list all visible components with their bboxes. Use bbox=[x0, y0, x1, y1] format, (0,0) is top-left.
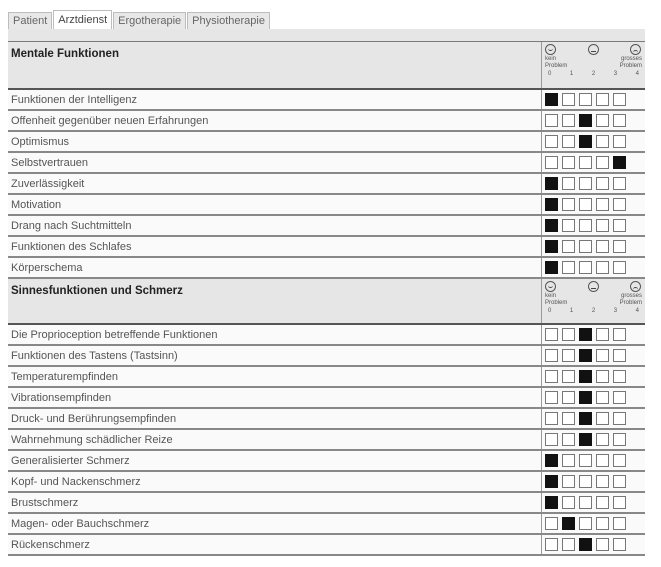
item-label: Druck- und Berührungsempfinden bbox=[8, 408, 542, 429]
rating-checkbox-0[interactable] bbox=[545, 156, 558, 169]
rating-checkbox-3[interactable] bbox=[596, 93, 609, 106]
rating-checkbox-3[interactable] bbox=[596, 114, 609, 127]
rating-checkbox-3[interactable] bbox=[596, 370, 609, 383]
rating-checkbox-2[interactable] bbox=[579, 93, 592, 106]
rating-checkbox-0[interactable] bbox=[545, 135, 558, 148]
item-label: Zuverlässigkeit bbox=[8, 173, 542, 194]
rating-checkbox-1[interactable] bbox=[562, 177, 575, 190]
rating-checkbox-1[interactable] bbox=[562, 261, 575, 274]
rating-checkbox-2[interactable] bbox=[579, 517, 592, 530]
smiley-neutral-icon bbox=[588, 281, 599, 292]
rating-checkbox-4[interactable] bbox=[613, 156, 626, 169]
table-row bbox=[8, 215, 645, 236]
rating-checkbox-4[interactable] bbox=[613, 93, 626, 106]
table-row bbox=[8, 173, 645, 194]
item-label: Temperaturempfinden bbox=[8, 366, 542, 387]
rating-checkbox-2[interactable] bbox=[579, 198, 592, 211]
item-label: Vibrationsempfinden bbox=[8, 387, 542, 408]
table-row bbox=[8, 366, 645, 387]
table-row bbox=[8, 408, 645, 429]
rating-checkbox-2[interactable] bbox=[579, 370, 592, 383]
smiley-happy-icon bbox=[545, 281, 556, 292]
rating-boxes bbox=[542, 131, 646, 152]
rating-checkbox-3[interactable] bbox=[596, 328, 609, 341]
scale-value: 2 bbox=[591, 71, 596, 77]
smiley-sad-icon bbox=[630, 44, 641, 55]
rating-checkbox-3[interactable] bbox=[596, 496, 609, 509]
scale-value: 1 bbox=[569, 308, 574, 314]
table-row bbox=[8, 492, 645, 513]
rating-checkbox-3[interactable] bbox=[596, 454, 609, 467]
rating-checkbox-1[interactable] bbox=[562, 156, 575, 169]
rating-checkbox-0[interactable] bbox=[545, 496, 558, 509]
assessment-table bbox=[8, 41, 645, 556]
scale-value: 4 bbox=[635, 71, 639, 77]
rating-checkbox-0[interactable] bbox=[545, 370, 558, 383]
rating-checkbox-2[interactable] bbox=[579, 538, 592, 551]
rating-checkbox-2[interactable] bbox=[579, 349, 592, 362]
rating-checkbox-3[interactable] bbox=[596, 198, 609, 211]
rating-checkbox-4[interactable] bbox=[613, 433, 626, 446]
rating-checkbox-1[interactable] bbox=[562, 517, 575, 530]
smiley-sad-icon bbox=[630, 281, 641, 292]
item-label: Körperschema bbox=[8, 257, 542, 278]
table-row bbox=[8, 513, 645, 534]
rating-boxes bbox=[542, 152, 646, 173]
table-row bbox=[8, 345, 645, 366]
item-label: Generalisierter Schmerz bbox=[8, 450, 542, 471]
rating-checkbox-4[interactable] bbox=[613, 391, 626, 404]
rating-boxes bbox=[542, 215, 646, 236]
rating-checkbox-3[interactable] bbox=[596, 135, 609, 148]
scale-value: 0 bbox=[548, 308, 552, 314]
rating-checkbox-1[interactable] bbox=[562, 433, 575, 446]
item-label: Drang nach Suchtmitteln bbox=[8, 215, 542, 236]
rating-checkbox-0[interactable] bbox=[545, 261, 558, 274]
scale-legend bbox=[542, 42, 646, 90]
rating-checkbox-1[interactable] bbox=[562, 538, 575, 551]
table-row bbox=[8, 194, 645, 215]
scale-values bbox=[542, 307, 645, 315]
rating-checkbox-3[interactable] bbox=[596, 538, 609, 551]
scale-right-label: grosses Problem bbox=[619, 293, 642, 306]
rating-checkbox-0[interactable] bbox=[545, 412, 558, 425]
rating-checkbox-4[interactable] bbox=[613, 261, 626, 274]
smiley-neutral-icon bbox=[588, 44, 599, 55]
section-title: Mentale Funktionen bbox=[8, 42, 542, 90]
tab-patient[interactable]: Patient bbox=[8, 12, 52, 29]
rating-checkbox-2[interactable] bbox=[579, 156, 592, 169]
table-row bbox=[8, 110, 645, 131]
rating-checkbox-4[interactable] bbox=[613, 198, 626, 211]
rating-checkbox-4[interactable] bbox=[613, 328, 626, 341]
tab-physiotherapie[interactable]: Physiotherapie bbox=[187, 12, 270, 29]
item-label: Magen- oder Bauchschmerz bbox=[8, 513, 542, 534]
rating-checkbox-0[interactable] bbox=[545, 328, 558, 341]
rating-checkbox-3[interactable] bbox=[596, 412, 609, 425]
item-label: Funktionen der Intelligenz bbox=[8, 89, 542, 110]
rating-boxes bbox=[542, 534, 646, 555]
rating-boxes bbox=[542, 492, 646, 513]
rating-checkbox-4[interactable] bbox=[613, 517, 626, 530]
rating-checkbox-2[interactable] bbox=[579, 177, 592, 190]
rating-checkbox-0[interactable] bbox=[545, 114, 558, 127]
table-row bbox=[8, 429, 645, 450]
table-row bbox=[8, 534, 645, 555]
table-row bbox=[8, 236, 645, 257]
scale-text bbox=[542, 292, 645, 307]
scale-text bbox=[542, 55, 645, 70]
rating-checkbox-3[interactable] bbox=[596, 219, 609, 232]
assessment-panel bbox=[8, 29, 645, 551]
rating-checkbox-0[interactable] bbox=[545, 240, 558, 253]
rating-checkbox-2[interactable] bbox=[579, 391, 592, 404]
rating-checkbox-4[interactable] bbox=[613, 219, 626, 232]
rating-checkbox-3[interactable] bbox=[596, 433, 609, 446]
rating-checkbox-1[interactable] bbox=[562, 370, 575, 383]
rating-checkbox-2[interactable] bbox=[579, 219, 592, 232]
rating-checkbox-3[interactable] bbox=[596, 177, 609, 190]
rating-checkbox-1[interactable] bbox=[562, 198, 575, 211]
tab-bar bbox=[8, 9, 271, 29]
section-header bbox=[8, 42, 645, 90]
rating-checkbox-1[interactable] bbox=[562, 349, 575, 362]
table-row bbox=[8, 324, 645, 345]
rating-boxes bbox=[542, 236, 646, 257]
item-label: Optimismus bbox=[8, 131, 542, 152]
rating-boxes bbox=[542, 513, 646, 534]
item-label: Rückenschmerz bbox=[8, 534, 542, 555]
item-label: Selbstvertrauen bbox=[8, 152, 542, 173]
table-row bbox=[8, 471, 645, 492]
rating-checkbox-4[interactable] bbox=[613, 475, 626, 488]
scale-legend bbox=[542, 278, 646, 324]
rating-checkbox-2[interactable] bbox=[579, 496, 592, 509]
rating-checkbox-4[interactable] bbox=[613, 538, 626, 551]
rating-checkbox-0[interactable] bbox=[545, 538, 558, 551]
scale-value: 3 bbox=[613, 71, 618, 77]
rating-boxes bbox=[542, 408, 646, 429]
scale-faces bbox=[542, 279, 645, 292]
rating-checkbox-3[interactable] bbox=[596, 475, 609, 488]
rating-checkbox-0[interactable] bbox=[545, 454, 558, 467]
rating-checkbox-0[interactable] bbox=[545, 475, 558, 488]
rating-boxes bbox=[542, 387, 646, 408]
rating-checkbox-2[interactable] bbox=[579, 114, 592, 127]
rating-checkbox-3[interactable] bbox=[596, 261, 609, 274]
scale-left-label: kein Problem bbox=[545, 56, 568, 69]
scale-value: 2 bbox=[591, 308, 596, 314]
rating-checkbox-2[interactable] bbox=[579, 412, 592, 425]
rating-checkbox-1[interactable] bbox=[562, 391, 575, 404]
rating-boxes bbox=[542, 194, 646, 215]
rating-checkbox-1[interactable] bbox=[562, 240, 575, 253]
rating-checkbox-0[interactable] bbox=[545, 198, 558, 211]
smiley-happy-icon bbox=[545, 44, 556, 55]
rating-checkbox-0[interactable] bbox=[545, 391, 558, 404]
rating-checkbox-3[interactable] bbox=[596, 391, 609, 404]
rating-checkbox-2[interactable] bbox=[579, 454, 592, 467]
rating-boxes bbox=[542, 366, 646, 387]
scale-left-label: kein Problem bbox=[545, 293, 568, 306]
rating-checkbox-3[interactable] bbox=[596, 156, 609, 169]
rating-boxes bbox=[542, 450, 646, 471]
table-row bbox=[8, 152, 645, 173]
rating-checkbox-2[interactable] bbox=[579, 240, 592, 253]
rating-checkbox-1[interactable] bbox=[562, 496, 575, 509]
rating-checkbox-4[interactable] bbox=[613, 114, 626, 127]
rating-checkbox-1[interactable] bbox=[562, 135, 575, 148]
rating-boxes bbox=[542, 324, 646, 345]
rating-checkbox-2[interactable] bbox=[579, 261, 592, 274]
rating-checkbox-0[interactable] bbox=[545, 219, 558, 232]
item-label: Funktionen des Schlafes bbox=[8, 236, 542, 257]
rating-checkbox-0[interactable] bbox=[545, 93, 558, 106]
rating-boxes bbox=[542, 110, 646, 131]
scale-values bbox=[542, 70, 645, 78]
item-label: Funktionen des Tastens (Tastsinn) bbox=[8, 345, 542, 366]
scale-value: 0 bbox=[548, 71, 552, 77]
rating-checkbox-4[interactable] bbox=[613, 412, 626, 425]
rating-checkbox-4[interactable] bbox=[613, 370, 626, 383]
section-title: Sinnesfunktionen und Schmerz bbox=[8, 278, 542, 324]
rating-checkbox-1[interactable] bbox=[562, 454, 575, 467]
rating-checkbox-1[interactable] bbox=[562, 412, 575, 425]
rating-checkbox-4[interactable] bbox=[613, 454, 626, 467]
table-row bbox=[8, 450, 645, 471]
table-row bbox=[8, 257, 645, 278]
rating-checkbox-0[interactable] bbox=[545, 177, 558, 190]
rating-checkbox-4[interactable] bbox=[613, 349, 626, 362]
section-header bbox=[8, 278, 645, 324]
scale-value: 3 bbox=[613, 308, 618, 314]
rating-checkbox-3[interactable] bbox=[596, 349, 609, 362]
tab-ergotherapie[interactable]: Ergotherapie bbox=[113, 12, 186, 29]
rating-checkbox-1[interactable] bbox=[562, 475, 575, 488]
rating-checkbox-3[interactable] bbox=[596, 240, 609, 253]
item-label: Die Proprioception betreffende Funktionen bbox=[8, 324, 542, 345]
item-label: Offenheit gegenüber neuen Erfahrungen bbox=[8, 110, 542, 131]
table-row bbox=[8, 89, 645, 110]
rating-checkbox-4[interactable] bbox=[613, 177, 626, 190]
rating-checkbox-4[interactable] bbox=[613, 240, 626, 253]
rating-boxes bbox=[542, 471, 646, 492]
rating-checkbox-2[interactable] bbox=[579, 475, 592, 488]
rating-checkbox-4[interactable] bbox=[613, 496, 626, 509]
rating-checkbox-0[interactable] bbox=[545, 433, 558, 446]
rating-checkbox-1[interactable] bbox=[562, 328, 575, 341]
rating-checkbox-1[interactable] bbox=[562, 93, 575, 106]
rating-checkbox-1[interactable] bbox=[562, 219, 575, 232]
item-label: Brustschmerz bbox=[8, 492, 542, 513]
scale-value: 1 bbox=[569, 71, 574, 77]
rating-checkbox-4[interactable] bbox=[613, 135, 626, 148]
rating-boxes bbox=[542, 173, 646, 194]
rating-boxes bbox=[542, 89, 646, 110]
rating-boxes bbox=[542, 345, 646, 366]
tab-arztdienst[interactable]: Arztdienst bbox=[53, 10, 112, 29]
table-row bbox=[8, 131, 645, 152]
rating-checkbox-2[interactable] bbox=[579, 328, 592, 341]
item-label: Kopf- und Nackenschmerz bbox=[8, 471, 542, 492]
rating-checkbox-1[interactable] bbox=[562, 114, 575, 127]
rating-boxes bbox=[542, 429, 646, 450]
scale-faces bbox=[542, 42, 645, 55]
rating-checkbox-3[interactable] bbox=[596, 517, 609, 530]
rating-checkbox-2[interactable] bbox=[579, 135, 592, 148]
rating-boxes bbox=[542, 257, 646, 278]
table-row bbox=[8, 387, 645, 408]
rating-checkbox-0[interactable] bbox=[545, 349, 558, 362]
item-label: Wahrnehmung schädlicher Reize bbox=[8, 429, 542, 450]
scale-value: 4 bbox=[635, 308, 639, 314]
rating-checkbox-0[interactable] bbox=[545, 517, 558, 530]
item-label: Motivation bbox=[8, 194, 542, 215]
rating-checkbox-2[interactable] bbox=[579, 433, 592, 446]
scale-right-label: grosses Problem bbox=[619, 56, 642, 69]
